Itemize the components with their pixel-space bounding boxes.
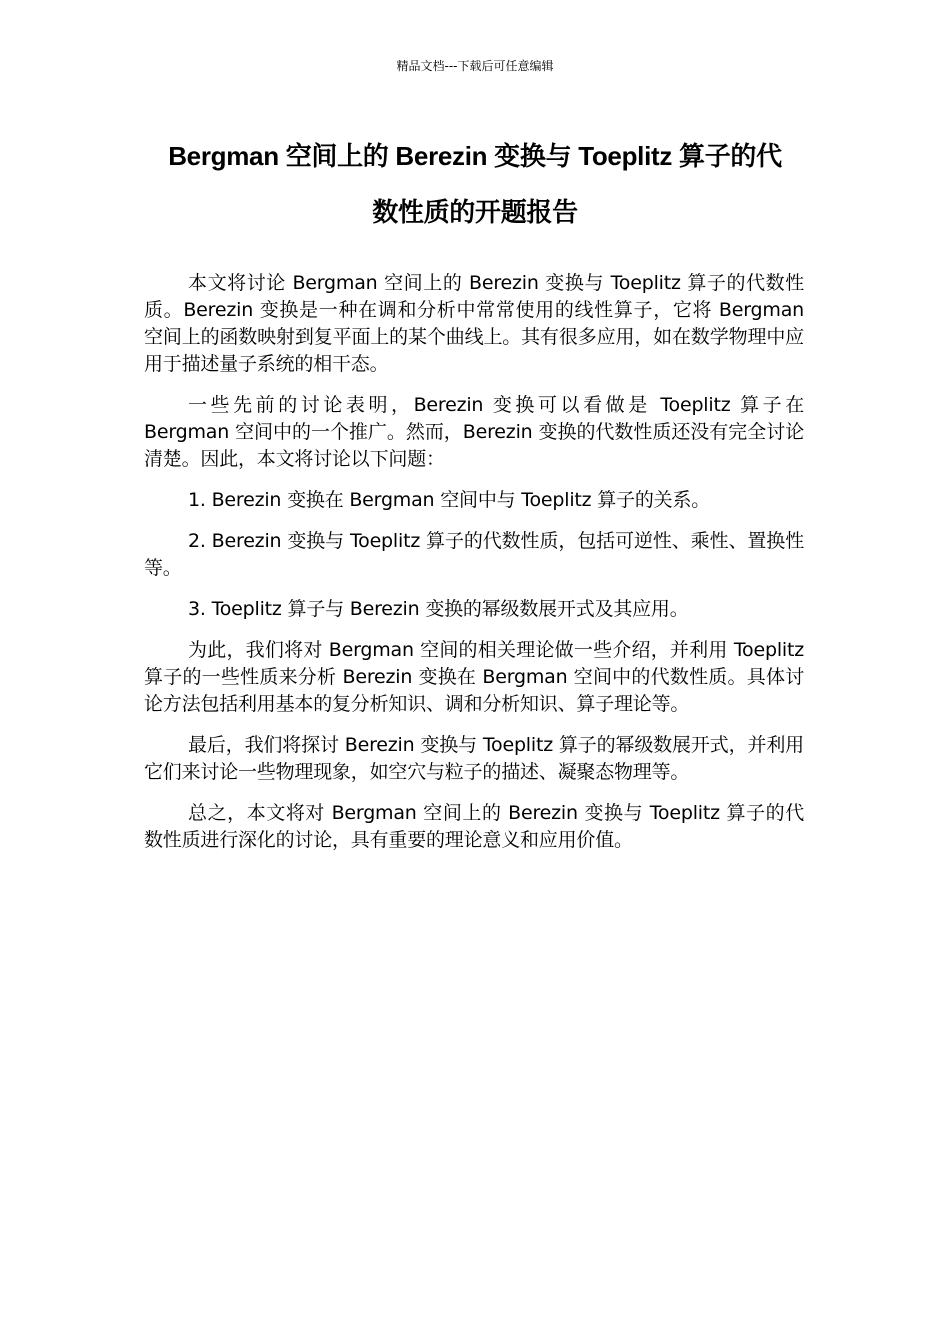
paragraph-question-2: 2. Berezin 变换与 Toeplitz 算子的代数性质，包括可逆性、乘性、置换性等。 xyxy=(144,530,804,579)
document-title xyxy=(120,128,830,240)
page-header-note: 精品文档---下载后可任意编辑 xyxy=(396,59,554,73)
paragraph-question-3: 3. Toeplitz 算子与 Berezin 变换的幂级数展开式及其应用。 xyxy=(188,598,689,620)
paragraph-background: 一些先前的讨论表明，Berezin 变换可以看做是 Toeplitz 算子在 Bergman 空间中的一个推广。然而，Berezin 变换的代数性质还没有完全讨论清楚。因此，本文将讨论以下问题： xyxy=(144,394,804,470)
paragraph-method: 为此，我们将对 Bergman 空间的相关理论做一些介绍，并利用 Toeplitz 算子的一些性质来分析 Berezin 变换在 Bergman 空间中的代数性质。具体讨论方法包括利用基本的复分析知识、调和分析知识、算子理论等。 xyxy=(144,639,804,715)
title-line-2: 数性质的开题报告 xyxy=(372,197,578,227)
paragraph-question-1: 1. Berezin 变换在 Bergman 空间中与 Toeplitz 算子的关系。 xyxy=(188,489,711,511)
paragraph-final: 最后，我们将探讨 Berezin 变换与 Toeplitz 算子的幂级数展开式，并利用它们来讨论一些物理现象，如空穴与粒子的描述、凝聚态物理等。 xyxy=(144,734,804,783)
paragraph-intro: 本文将讨论 Bergman 空间上的 Berezin 变换与 Toeplitz 算子的代数性质。Berezin 变换是一种在调和分析中常常使用的线性算子，它将 Bergman 空间上的函数映射到复平面上的某个曲线上。其有很多应用，如在数学物理中应用于描述量子系统的相干态。 xyxy=(144,272,804,375)
paragraph-conclusion: 总之，本文将对 Bergman 空间上的 Berezin 变换与 Toeplitz 算子的代数性质进行深化的讨论，具有重要的理论意义和应用价值。 xyxy=(144,802,804,851)
document-body xyxy=(144,270,804,868)
title-line-1: Bergman 空间上的 Berezin 变换与 Toeplitz 算子的代 xyxy=(168,141,782,171)
